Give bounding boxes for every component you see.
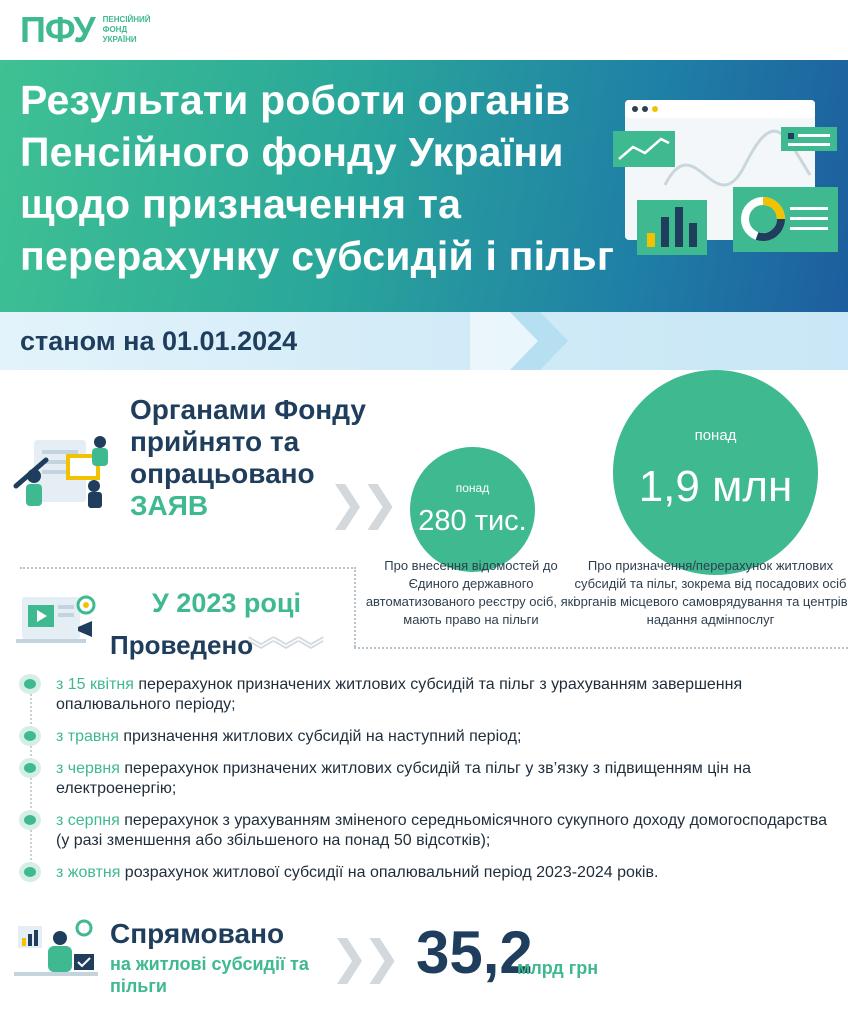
bullet-icon <box>24 815 36 825</box>
page-title: Результати роботи органів Пенсійного фонду України щодо призначення та перерахунку субсидій і пільг <box>20 77 615 279</box>
logo-line-3: УКРАЇНИ <box>102 35 137 44</box>
video-presentation-illustration <box>14 593 100 645</box>
stat-circle-large <box>613 370 818 575</box>
stat-small-value: 280 тис. <box>418 505 527 537</box>
logo-mark: ПФУ <box>20 9 95 50</box>
chevron-down-icon: ︾︾︾ <box>248 635 324 665</box>
item-text: перерахунок з урахуванням зміненого середньомісячного сукупного доходу домогосподарства (у разі зменшення або збільшеного на понад 50 відсотків); <box>56 812 827 849</box>
applications-title-text: Органами Фонду прийнято та опрацьовано <box>130 394 366 489</box>
stat-small-prefix: понад <box>455 481 490 495</box>
stat-small-description: Про внесення відомостей до Єдиного державного автоматизованого реєстру осіб, які мають право на пільги <box>365 558 577 627</box>
chevron-right-icon: ❯❯ <box>328 477 394 529</box>
as-of-date: станом на 01.01.2024 <box>20 326 298 356</box>
item-date: з жовтня <box>56 864 121 881</box>
item-text: призначення житлових субсидій на наступний період; <box>118 728 522 745</box>
chevron-right-icon: ❯❯ <box>330 931 396 983</box>
logo-text <box>103 15 151 45</box>
bullet-icon <box>24 763 36 773</box>
bullet-icon <box>24 867 36 877</box>
logo <box>20 9 151 50</box>
bullet-icon <box>24 679 36 689</box>
logo-line-2: ФОНД <box>102 25 128 34</box>
item-date: з травня <box>56 728 119 745</box>
spent-amount: 35,2 <box>416 919 533 986</box>
bullet-icon <box>24 731 36 741</box>
stat-large-prefix: понад <box>694 427 737 444</box>
item-date: з червня <box>56 760 120 777</box>
item-text: перерахунок призначених житлових субсидій та пільг з урахуванням завершення опалювального періоду; <box>56 676 743 713</box>
divider <box>354 567 356 647</box>
item-date: з 15 квітня <box>56 676 134 693</box>
applications-title-accent: ЗАЯВ <box>130 490 209 521</box>
spent-title: Спрямовано <box>110 918 285 949</box>
year-title: У 2023 році <box>152 588 301 618</box>
list-item <box>18 727 838 747</box>
stat-large-description: Про призначення/перерахунок житлових субсидій та пільг, зокрема від посадових осіб органів місцевого самоврядування та центрів надання адмінпослуг <box>573 558 848 627</box>
spent-subtitle: на житлові субсидії та пільги <box>110 954 309 996</box>
workers-illustration <box>12 430 112 510</box>
stat-circle-small <box>410 447 535 572</box>
measures-list <box>18 675 838 895</box>
item-text: перерахунок призначених житлових субсидій та пільг у зв’язку з підвищенням цін на електроенергію; <box>56 760 751 797</box>
divider <box>354 647 848 649</box>
spent-amount-unit: млрд грн <box>517 958 599 978</box>
chevron-decoration-icon <box>470 312 580 370</box>
line-chart-card <box>613 131 675 167</box>
divider <box>20 567 356 569</box>
list-item <box>18 863 838 883</box>
list-item <box>18 675 838 715</box>
logo-line-1: ПЕНСІЙНИЙ <box>102 15 151 24</box>
finance-worker-illustration <box>14 918 100 980</box>
item-date: з серпня <box>56 812 120 829</box>
dashboard-illustration <box>605 95 845 265</box>
list-item <box>18 811 838 851</box>
stat-large-value: 1,9 млн <box>638 462 793 511</box>
item-text: розрахунок житлової субсидії на опалювальний період 2023-2024 років. <box>120 864 659 881</box>
held-title: Проведено <box>110 630 254 660</box>
list-item <box>18 759 838 799</box>
